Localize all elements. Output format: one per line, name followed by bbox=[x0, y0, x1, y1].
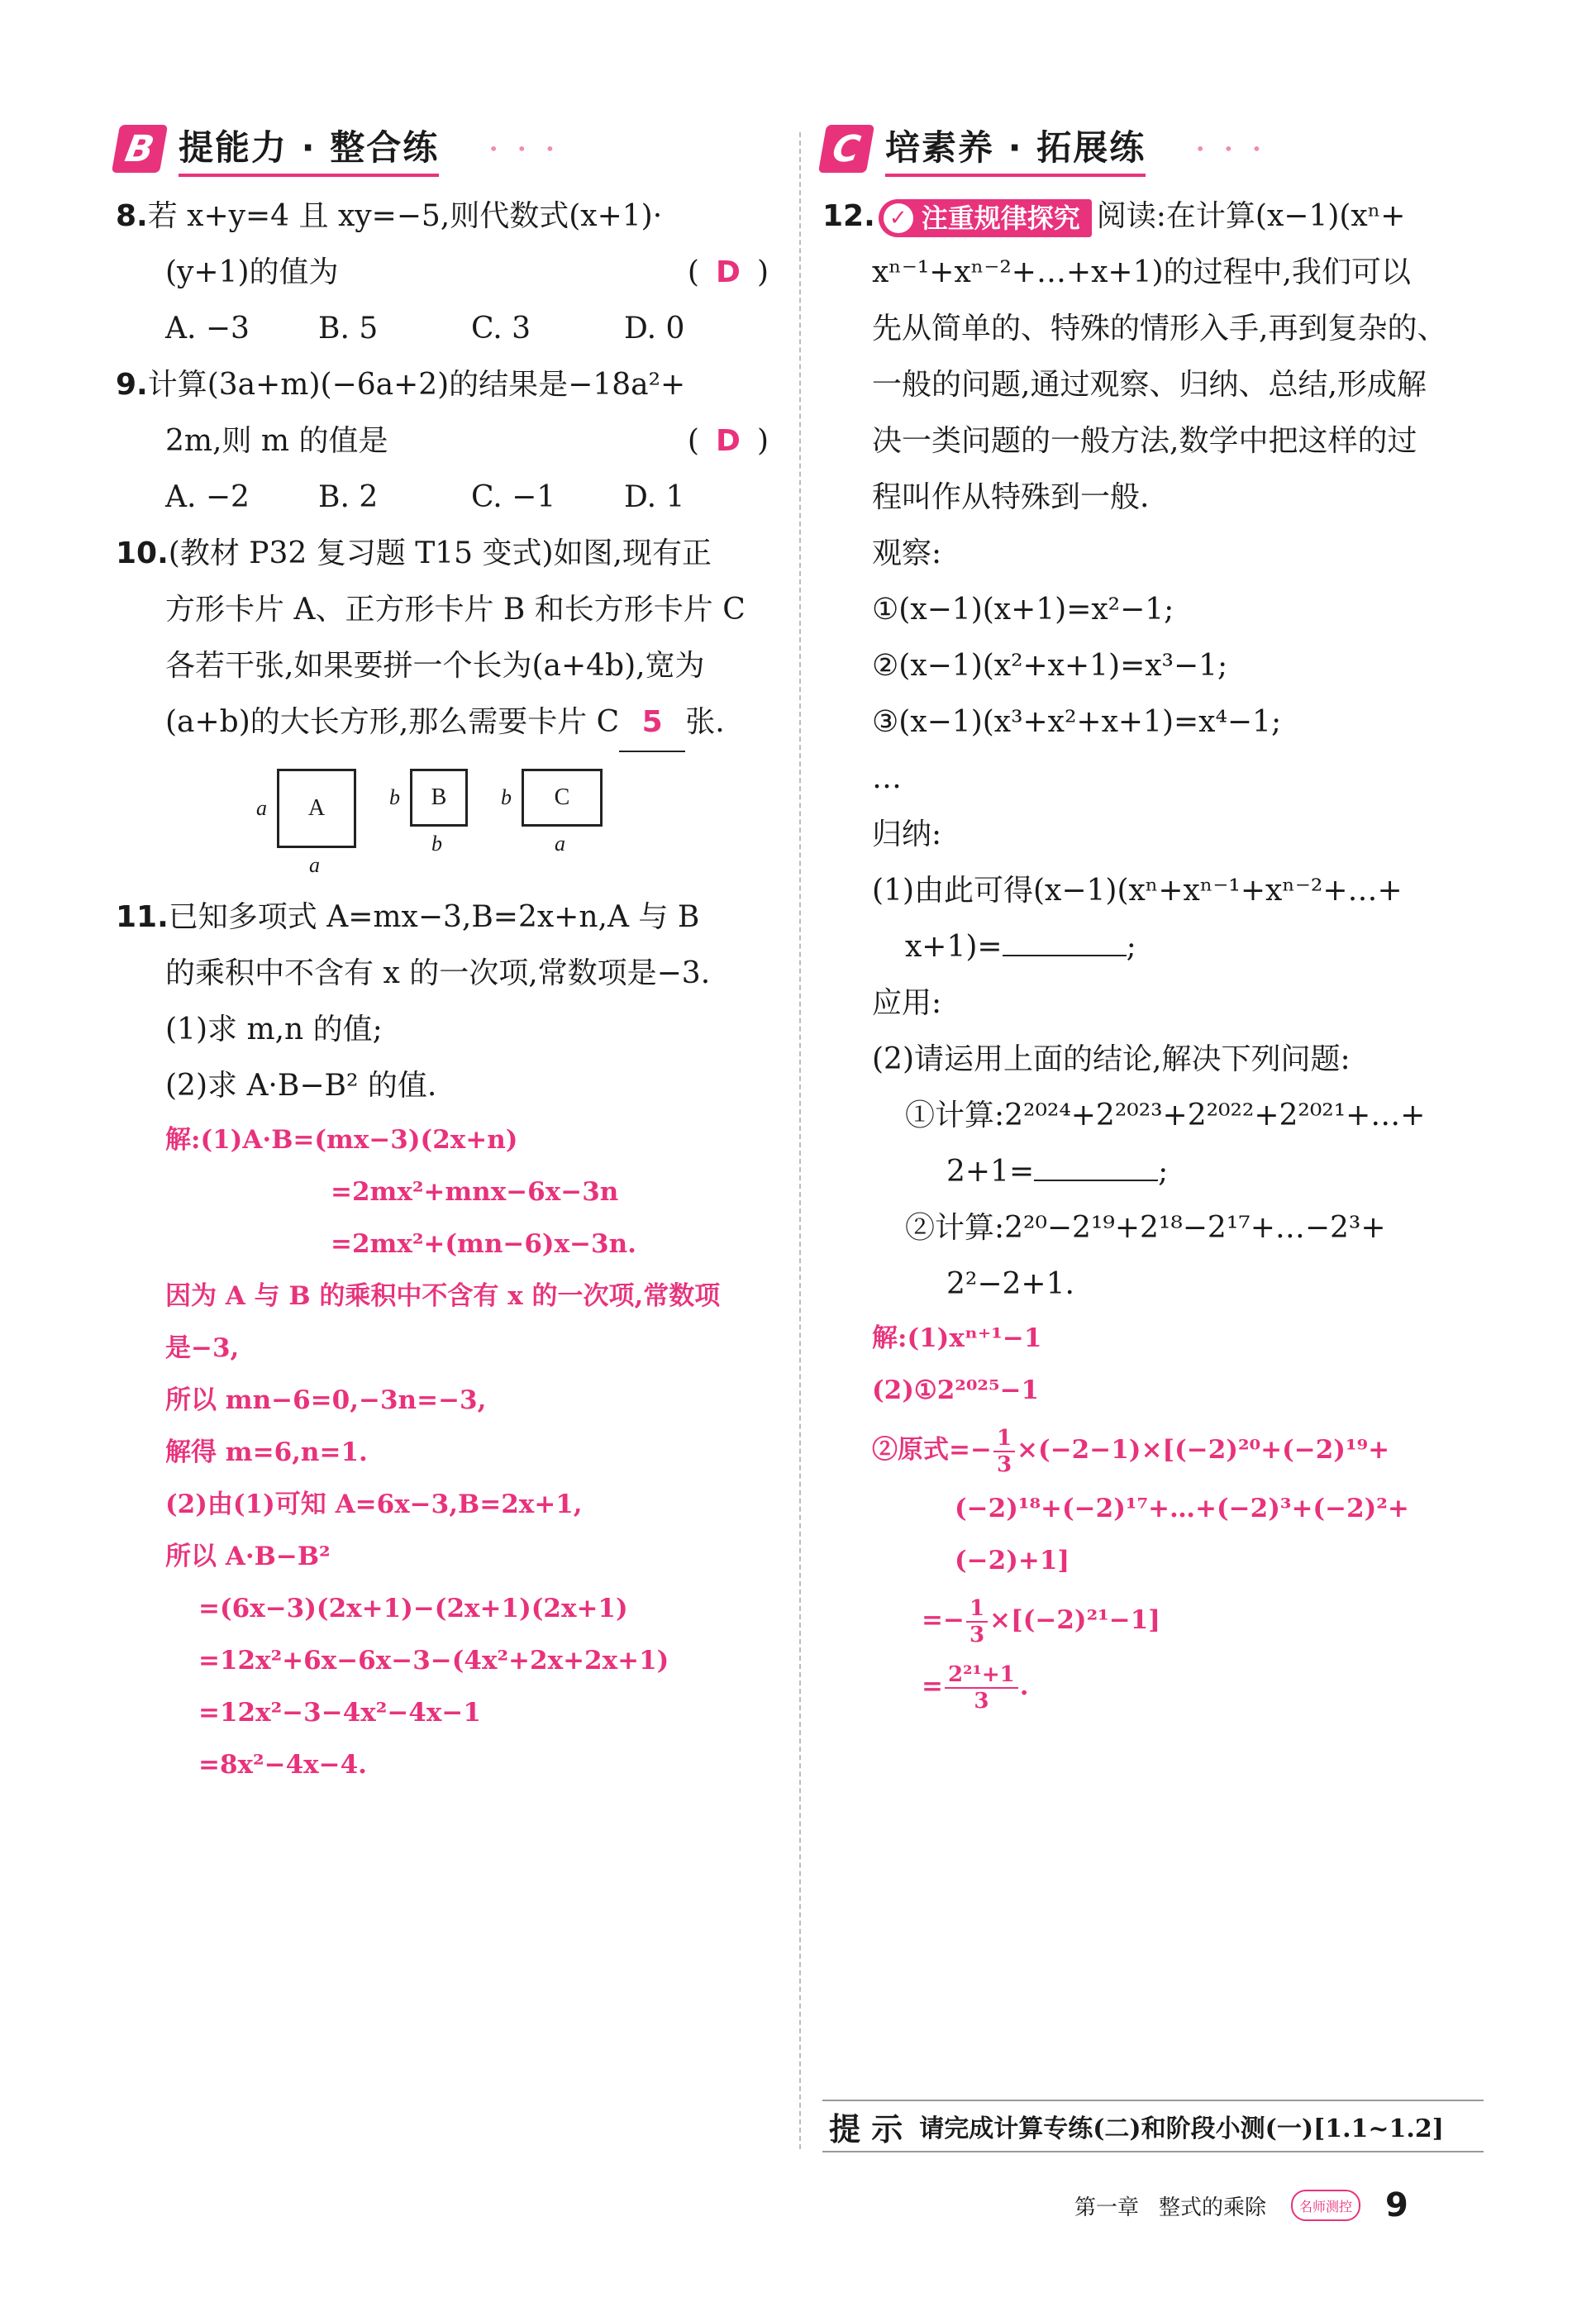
question-text: 一般的问题,通过观察、归纳、总结,形成解 bbox=[872, 368, 1427, 402]
option-list bbox=[116, 470, 777, 526]
solution-line: (−2)¹⁸+(−2)¹⁷+…+(−2)³+(−2)²+ bbox=[955, 1494, 1409, 1523]
hint-text: 请完成计算专练(二)和阶段小测(一)[1.1~1.2] bbox=[919, 2114, 1444, 2143]
solution-line: 所以 A·B−B² bbox=[165, 1542, 331, 1571]
chapter-title: 整式的乘除 bbox=[1159, 2195, 1267, 2220]
observe-line: ②(x−1)(x²+x+1)=x³−1; bbox=[872, 649, 1228, 683]
observe-line: ①(x−1)(x+1)=x²−1; bbox=[872, 593, 1174, 627]
question-12: 12. ✓ 注重规律探究 阅读:在计算(x−1)(xⁿ+ xⁿ⁻¹+xⁿ⁻²+…+x+1)的过程中,我们可以 先从简单的、特殊的情形入手,再到复杂的、 一般的问题,通过观察、归纳、总结,形成解 决一类问题的一般方法,数学中把这样的过 程叫作从特殊到一般. 观察: ①(x−1)(x+1)=x²−1; ②(x−1)(x²+x+1)=x³−1; ③(x−1)(x³+x²+x+1)=x⁴−1; … 归纳: (1)由此可得(x−1)(xⁿ+xⁿ⁻¹+xⁿ⁻²+…+ x+1)= ; 应用: (2)请运用上面的结论,解决下列问题: ①计算:2²⁰²⁴+2²⁰²³+2²⁰²²+2²⁰²¹+…+ 2+1= ; ②计算:2²⁰−2¹⁹+2¹⁸−2¹⁷+…−2³+ 2²−2+1. 解:(1)xⁿ⁺¹−1 (2)①2²⁰²⁵−1 ②原式=− $\frac{1}{3}$ ×(−2−1)×[(−2)²⁰+(−2)¹⁹+ (−2)¹⁸+(−2)¹⁷+…+(−2)³+(−2)²+ (−2)+1] =− $\frac{1}{3}$ ×[(−2)²¹−1] = $\frac{\text{2²¹+1}}{3}$ . bbox=[822, 188, 1484, 1719]
solution-line: =2mx²+mnx−6x−3n bbox=[331, 1177, 619, 1207]
question-text: (a+b)的大长方形,那么需要卡片 C bbox=[165, 705, 620, 739]
card-side-label: b bbox=[501, 785, 512, 809]
fraction: $\frac{1}{3}$ bbox=[993, 1426, 1015, 1477]
question-text: 决一类问题的一般方法,数学中把这样的过 bbox=[872, 424, 1417, 458]
answer-choice: D bbox=[716, 424, 741, 458]
card-bottom-label: a bbox=[309, 853, 320, 877]
question-text: 计算(3a+m)(−6a+2)的结果是−18a²+ bbox=[147, 368, 686, 402]
solution-line: 所以 mn−6=0,−3n=−3, bbox=[165, 1385, 487, 1415]
solution-line: 解:(1)A·B=(mx−3)(2x+n) bbox=[165, 1125, 518, 1155]
question-11 bbox=[116, 889, 777, 1791]
decorative-dots: • • • bbox=[1195, 139, 1269, 159]
rect-card-c: C bbox=[522, 769, 603, 827]
publisher-logo: 名师测控 bbox=[1291, 2190, 1360, 2221]
question-number: 12. bbox=[822, 199, 875, 233]
option-c: C. 3 bbox=[471, 312, 531, 346]
question-text: 各若干张,如果要拼一个长为(a+4b),宽为 bbox=[165, 649, 705, 683]
page-number: 9 bbox=[1385, 2186, 1408, 2224]
observe-line: … bbox=[872, 761, 902, 795]
observe-label: 观察: bbox=[872, 536, 942, 570]
induce-line: x+1)= bbox=[905, 930, 1003, 964]
question-number: 8. bbox=[116, 199, 148, 233]
solution-line: =12x²−3−4x²−4x−1 bbox=[198, 1698, 481, 1728]
option-d: D. 0 bbox=[624, 312, 685, 346]
option-b: B. 2 bbox=[318, 480, 379, 514]
check-icon: ✓ bbox=[884, 203, 913, 233]
answer-bracket: ( D ) bbox=[688, 413, 769, 470]
solution-line: (2)①2²⁰²⁵−1 bbox=[872, 1375, 1040, 1405]
question-text: 的乘积中不含有 x 的一次项,常数项是−3. bbox=[165, 956, 711, 990]
card-b bbox=[389, 769, 468, 878]
card-figure bbox=[256, 769, 777, 878]
card-side-label: a bbox=[256, 796, 267, 820]
section-c-title: 培素养 · 拓展练 bbox=[885, 121, 1146, 177]
question-text: 若 x+y=4 且 xy=−5,则代数式(x+1)· bbox=[147, 199, 663, 233]
answer-blank bbox=[1034, 1150, 1158, 1181]
solution-12 bbox=[822, 1313, 1484, 1719]
question-text: 已知多项式 A=mx−3,B=2x+n,A 与 B bbox=[168, 900, 700, 934]
solution-line: = $\frac{\text{2²¹+1}}{3}$ . bbox=[922, 1661, 1029, 1714]
observe-line: ③(x−1)(x³+x²+x+1)=x⁴−1; bbox=[872, 705, 1282, 739]
induce-line: (1)由此可得(x−1)(xⁿ+xⁿ⁻¹+xⁿ⁻²+…+ bbox=[872, 874, 1403, 908]
fraction: $\frac{\text{2²¹+1}}{3}$ bbox=[945, 1662, 1018, 1714]
solution-line: ②原式=− $\frac{1}{3}$ ×(−2−1)×[(−2)²⁰+(−2)¹⁹+ bbox=[872, 1425, 1390, 1477]
option-a: A. −2 bbox=[165, 480, 250, 514]
apply-label: 应用: bbox=[872, 986, 942, 1020]
question-number: 11. bbox=[116, 900, 169, 934]
card-c bbox=[501, 769, 603, 878]
question-text: xⁿ⁻¹+xⁿ⁻²+…+x+1)的过程中,我们可以 bbox=[872, 255, 1411, 289]
decorative-dots: • • • bbox=[488, 139, 562, 159]
option-list bbox=[116, 301, 777, 357]
question-text: 方形卡片 A、正方形卡片 B 和长方形卡片 C bbox=[165, 593, 746, 627]
question-text: 2m,则 m 的值是 bbox=[165, 424, 388, 458]
solution-line: (2)由(1)可知 A=6x−3,B=2x+1, bbox=[165, 1490, 583, 1519]
option-c: C. −1 bbox=[471, 480, 556, 514]
square-card-a: A bbox=[277, 769, 356, 848]
solution-line: =2mx²+(mn−6)x−3n. bbox=[331, 1229, 636, 1259]
section-b-header bbox=[116, 116, 777, 182]
option-a: A. −3 bbox=[165, 312, 250, 346]
solution-line: 因为 A 与 B 的乘积中不含有 x 的一次项,常数项 bbox=[165, 1281, 721, 1311]
question-text: (y+1)的值为 bbox=[165, 255, 339, 289]
option-d: D. 1 bbox=[624, 480, 685, 514]
page-footer bbox=[1074, 2186, 1408, 2224]
section-c-header bbox=[822, 116, 1484, 182]
card-a bbox=[256, 769, 356, 878]
solution-line: (−2)+1] bbox=[955, 1546, 1070, 1575]
section-b-badge: B bbox=[112, 125, 168, 173]
section-c-badge: C bbox=[818, 125, 874, 173]
solution-line: =(6x−3)(2x+1)−(2x+1)(2x+1) bbox=[198, 1594, 628, 1623]
fraction: $\frac{1}{3}$ bbox=[966, 1596, 988, 1647]
solution-line: =8x²−4x−4. bbox=[198, 1750, 367, 1780]
question-text: (1)求 m,n 的值; bbox=[165, 1013, 383, 1046]
card-bottom-label: b bbox=[431, 832, 442, 856]
question-text: (2)求 A·B−B² 的值. bbox=[165, 1069, 437, 1103]
hint-bar bbox=[822, 2100, 1484, 2152]
right-column bbox=[822, 116, 1484, 1719]
chapter-number: 第一章 bbox=[1074, 2195, 1140, 2220]
answer-blank bbox=[1003, 925, 1127, 956]
hint-label: 提 示 bbox=[829, 2110, 903, 2148]
answer-bracket: ( D ) bbox=[688, 245, 769, 301]
solution-line: =12x²+6x−6x−3−(4x²+2x+2x+1) bbox=[198, 1646, 669, 1676]
question-8 bbox=[116, 188, 777, 357]
option-b: B. 5 bbox=[318, 312, 379, 346]
answer-choice: D bbox=[716, 255, 741, 289]
question-10: 10.(教材 P32 复习题 T15 变式)如图,现有正 方形卡片 A、正方形卡片 B 和长方形卡片 C 各若干张,如果要拼一个长为(a+4b),宽为 (a+b)的大长方形,那么需要卡片 C 5 张. a A a b B b b C a bbox=[116, 526, 777, 878]
apply-line: ②计算:2²⁰−2¹⁹+2¹⁸−2¹⁷+…−2³+ bbox=[905, 1211, 1386, 1245]
square-card-b: B bbox=[410, 769, 468, 827]
apply-line: (2)请运用上面的结论,解决下列问题: bbox=[872, 1042, 1351, 1076]
column-divider bbox=[799, 132, 801, 2149]
apply-line: ①计算:2²⁰²⁴+2²⁰²³+2²⁰²²+2²⁰²¹+…+ bbox=[905, 1099, 1426, 1132]
question-text: 阅读:在计算(x−1)(xⁿ+ bbox=[1096, 199, 1406, 233]
solution-line: =− $\frac{1}{3}$ ×[(−2)²¹−1] bbox=[922, 1595, 1160, 1647]
section-b-title: 提能力 · 整合练 bbox=[179, 121, 439, 177]
left-column bbox=[116, 116, 777, 1791]
solution-line: 解:(1)xⁿ⁺¹−1 bbox=[872, 1323, 1042, 1353]
card-side-label: b bbox=[389, 785, 400, 809]
solution-line: 是−3, bbox=[165, 1333, 240, 1363]
solution-11 bbox=[116, 1114, 777, 1791]
induce-label: 归纳: bbox=[872, 818, 942, 851]
apply-line: 2²−2+1. bbox=[946, 1267, 1074, 1301]
topic-tag: ✓ 注重规律探究 bbox=[879, 199, 1092, 237]
question-9 bbox=[116, 357, 777, 526]
question-text: 先从简单的、特殊的情形入手,再到复杂的、 bbox=[872, 312, 1447, 346]
question-text: 程叫作从特殊到一般. bbox=[872, 480, 1150, 514]
question-number: 9. bbox=[116, 368, 148, 402]
question-text: (教材 P32 复习题 T15 变式)如图,现有正 bbox=[168, 536, 712, 570]
question-number: 10. bbox=[116, 536, 169, 570]
apply-line: 2+1= bbox=[946, 1155, 1035, 1189]
card-bottom-label: a bbox=[555, 832, 565, 856]
solution-line: 解得 m=6,n=1. bbox=[165, 1437, 368, 1467]
answer-blank: 5 bbox=[619, 694, 685, 752]
